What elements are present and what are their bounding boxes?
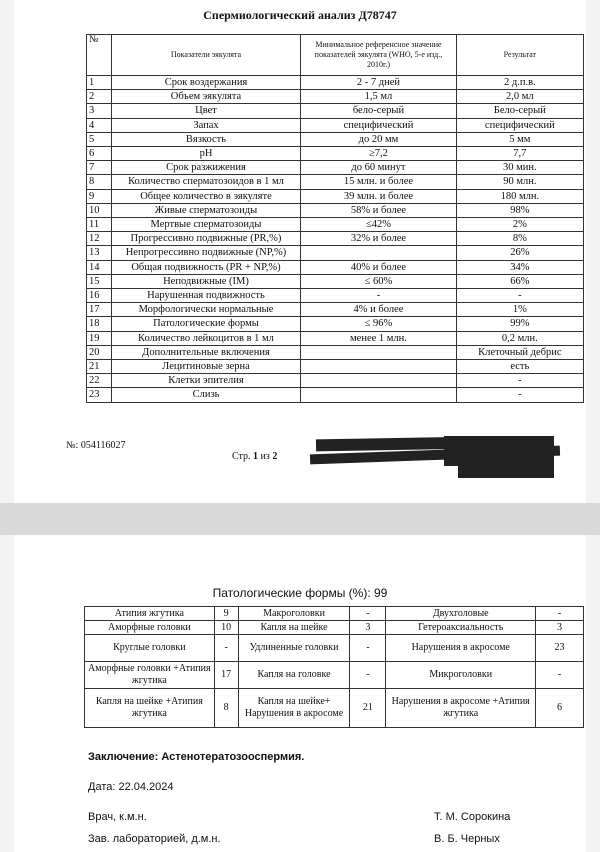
- forms-body: [85, 607, 584, 728]
- form-name: Капля на шейке: [238, 621, 350, 635]
- form-value: -: [350, 662, 386, 689]
- row-reference: ≥7,2: [301, 147, 456, 161]
- row-reference: [301, 246, 456, 260]
- row-num: 10: [87, 203, 112, 217]
- row-reference: ≤42%: [301, 218, 456, 232]
- row-num: 11: [87, 218, 112, 232]
- row-result: 66%: [456, 274, 583, 288]
- header-reference: Минимальное референсное значение показателей эякулята (WHO, 5-е изд., 2010г.): [301, 35, 456, 76]
- table-row: [87, 331, 584, 345]
- row-result: Клеточный дебрис: [456, 345, 583, 359]
- row-num: 4: [87, 118, 112, 132]
- row-num: 12: [87, 232, 112, 246]
- form-value: 3: [536, 621, 584, 635]
- table-row: [87, 289, 584, 303]
- row-indicator: Патологические формы: [111, 317, 301, 331]
- row-indicator: Общая подвижность (PR + NP,%): [111, 260, 301, 274]
- page-mid: из: [258, 451, 273, 462]
- row-indicator: Прогрессивно подвижные (PR,%): [111, 232, 301, 246]
- row-reference: 15 млн. и более: [301, 175, 456, 189]
- doctor-name: Т. М. Сорокина: [434, 811, 511, 823]
- row-result: -: [456, 289, 583, 303]
- form-value: 8: [214, 689, 238, 728]
- row-result: есть: [456, 360, 583, 374]
- row-reference: до 60 минут: [301, 161, 456, 175]
- table-row: [87, 218, 584, 232]
- row-result: 2 д.п.в.: [456, 76, 583, 90]
- row-num: 19: [87, 331, 112, 345]
- row-num: 18: [87, 317, 112, 331]
- table-row: [87, 317, 584, 331]
- row-result: 90 млн.: [456, 175, 583, 189]
- form-name: Аморфные головки: [85, 621, 215, 635]
- row-reference: ≤ 60%: [301, 274, 456, 288]
- head-title: Зав. лабораторией, д.м.н.: [88, 833, 221, 845]
- table-row: [87, 388, 584, 402]
- row-result: 180 млн.: [456, 189, 583, 203]
- row-indicator: Количество лейкоцитов в 1 мл: [111, 331, 301, 345]
- row-reference: менее 1 млн.: [301, 331, 456, 345]
- form-name: Капля на шейке+ Нарушения в акросоме: [238, 689, 350, 728]
- header-indicator: Показатели эякулята: [111, 35, 301, 76]
- row-indicator: Живые сперматозоиды: [111, 203, 301, 217]
- row-reference: [301, 360, 456, 374]
- form-value: 9: [214, 607, 238, 621]
- row-num: 1: [87, 76, 112, 90]
- sample-id: №: 054116027: [66, 440, 126, 451]
- row-reference: 32% и более: [301, 232, 456, 246]
- row-num: 23: [87, 388, 112, 402]
- row-reference: бело-серый: [301, 104, 456, 118]
- row-reference: специфический: [301, 118, 456, 132]
- table-row: [87, 345, 584, 359]
- left-margin: [0, 0, 14, 852]
- row-indicator: Запах: [111, 118, 301, 132]
- row-num: 6: [87, 147, 112, 161]
- form-name: Капля на шейке +Атипия жгутика: [85, 689, 215, 728]
- row-result: 98%: [456, 203, 583, 217]
- row-num: 13: [87, 246, 112, 260]
- row-result: 2%: [456, 218, 583, 232]
- row-result: -: [456, 374, 583, 388]
- table-row: [87, 147, 584, 161]
- row-reference: 58% и более: [301, 203, 456, 217]
- row-indicator: Лецитиновые зерна: [111, 360, 301, 374]
- row-indicator: Слизь: [111, 388, 301, 402]
- row-num: 14: [87, 260, 112, 274]
- row-indicator: pH: [111, 147, 301, 161]
- row-indicator: Мертвые сперматозоиды: [111, 218, 301, 232]
- report-page-1: [14, 0, 586, 503]
- form-value: 21: [350, 689, 386, 728]
- row-num: 2: [87, 90, 112, 104]
- table-row: [87, 232, 584, 246]
- row-result: Бело-серый: [456, 104, 583, 118]
- form-name: Двухголовые: [386, 607, 536, 621]
- table-row: [87, 175, 584, 189]
- form-name: Круглые головки: [85, 635, 215, 662]
- row-indicator: Нарушенная подвижность: [111, 289, 301, 303]
- page-number: [232, 451, 277, 462]
- row-result: 2,0 мл: [456, 90, 583, 104]
- header-result: Результат: [456, 35, 583, 76]
- row-reference: ≤ 96%: [301, 317, 456, 331]
- row-indicator: Непрогрессивно подвижные (NP,%): [111, 246, 301, 260]
- row-indicator: Цвет: [111, 104, 301, 118]
- form-value: 23: [536, 635, 584, 662]
- form-name: Макроголовки: [238, 607, 350, 621]
- row-reference: 40% и более: [301, 260, 456, 274]
- form-name: Гетероаксиальность: [386, 621, 536, 635]
- form-name: Атипия жгутика: [85, 607, 215, 621]
- pathological-forms-table: [84, 606, 584, 728]
- row-reference: 39 млн. и более: [301, 189, 456, 203]
- table-row: [87, 118, 584, 132]
- head-name: В. Б. Черных: [434, 833, 500, 845]
- table-row: [85, 607, 584, 621]
- row-reference: [301, 374, 456, 388]
- table-row: [85, 689, 584, 728]
- report-date: Дата: 22.04.2024: [88, 781, 174, 793]
- row-num: 21: [87, 360, 112, 374]
- row-num: 17: [87, 303, 112, 317]
- row-num: 20: [87, 345, 112, 359]
- redaction-block: [458, 460, 554, 478]
- row-num: 8: [87, 175, 112, 189]
- pathological-forms-title: Патологические формы (%): 99: [212, 586, 388, 600]
- report-title: Спермиологический анализ Д78747: [203, 8, 397, 22]
- table-row: [87, 76, 584, 90]
- table-row: [87, 246, 584, 260]
- row-indicator: Срок воздержания: [111, 76, 301, 90]
- table-row: [87, 189, 584, 203]
- row-result: 99%: [456, 317, 583, 331]
- form-name: Микроголовки: [386, 662, 536, 689]
- page-current: 1: [253, 451, 259, 462]
- row-indicator: Количество сперматозоидов в 1 мл: [111, 175, 301, 189]
- row-result: специфический: [456, 118, 583, 132]
- row-indicator: Дополнительные включения: [111, 345, 301, 359]
- form-value: 3: [350, 621, 386, 635]
- row-reference: до 20 мм: [301, 132, 456, 146]
- row-indicator: Общее количество в эякуляте: [111, 189, 301, 203]
- form-name: Нарушения в акросоме +Атипия жгутика: [386, 689, 536, 728]
- row-result: 26%: [456, 246, 583, 260]
- form-name: Капля на головке: [238, 662, 350, 689]
- form-value: 17: [214, 662, 238, 689]
- header-num: №: [87, 35, 112, 76]
- row-result: 5 мм: [456, 132, 583, 146]
- conclusion: Заключение: Астенотератозооспермия.: [88, 751, 305, 763]
- row-indicator: Клетки эпителия: [111, 374, 301, 388]
- row-num: 7: [87, 161, 112, 175]
- row-result: 8%: [456, 232, 583, 246]
- form-value: -: [214, 635, 238, 662]
- report-page-2: [14, 535, 586, 852]
- row-indicator: Вязкость: [111, 132, 301, 146]
- row-reference: [301, 388, 456, 402]
- semen-analysis-table: [86, 34, 584, 403]
- table-row: [87, 161, 584, 175]
- table-row: [87, 303, 584, 317]
- row-indicator: Неподвижные (IM): [111, 274, 301, 288]
- table-row: [87, 104, 584, 118]
- row-result: 1%: [456, 303, 583, 317]
- right-margin: [586, 0, 600, 852]
- row-num: 5: [87, 132, 112, 146]
- form-name: Нарушения в акросоме: [386, 635, 536, 662]
- table-row: [87, 260, 584, 274]
- row-num: 22: [87, 374, 112, 388]
- doctor-title: Врач, к.м.н.: [88, 811, 147, 823]
- table-row: [85, 621, 584, 635]
- form-value: -: [350, 607, 386, 621]
- page-prefix: Стр.: [232, 451, 254, 462]
- row-num: 3: [87, 104, 112, 118]
- table-row: [87, 90, 584, 104]
- form-name: Удлиненные головки: [238, 635, 350, 662]
- row-num: 16: [87, 289, 112, 303]
- page-total: 2: [272, 451, 278, 462]
- form-value: -: [536, 607, 584, 621]
- row-reference: 2 - 7 дней: [301, 76, 456, 90]
- row-result: 30 мин.: [456, 161, 583, 175]
- row-num: 9: [87, 189, 112, 203]
- table-row: [87, 274, 584, 288]
- form-value: -: [350, 635, 386, 662]
- row-result: 34%: [456, 260, 583, 274]
- row-reference: 1,5 мл: [301, 90, 456, 104]
- page-separator: [0, 503, 600, 535]
- table-row: [87, 203, 584, 217]
- row-result: 0,2 млн.: [456, 331, 583, 345]
- table-row: [87, 360, 584, 374]
- form-name: Аморфные головки +Атипия жгутика: [85, 662, 215, 689]
- table-row: [85, 635, 584, 662]
- row-result: -: [456, 388, 583, 402]
- form-value: 10: [214, 621, 238, 635]
- table-body: [87, 76, 584, 403]
- row-num: 15: [87, 274, 112, 288]
- table-row: [87, 374, 584, 388]
- row-indicator: Срок разжижения: [111, 161, 301, 175]
- table-row: [87, 132, 584, 146]
- row-reference: [301, 345, 456, 359]
- row-reference: -: [301, 289, 456, 303]
- table-header: [87, 35, 584, 76]
- row-reference: 4% и более: [301, 303, 456, 317]
- form-value: -: [536, 662, 584, 689]
- row-indicator: Морфологически нормальные: [111, 303, 301, 317]
- row-result: 7,7: [456, 147, 583, 161]
- row-indicator: Объем эякулята: [111, 90, 301, 104]
- form-value: 6: [536, 689, 584, 728]
- table-row: [85, 662, 584, 689]
